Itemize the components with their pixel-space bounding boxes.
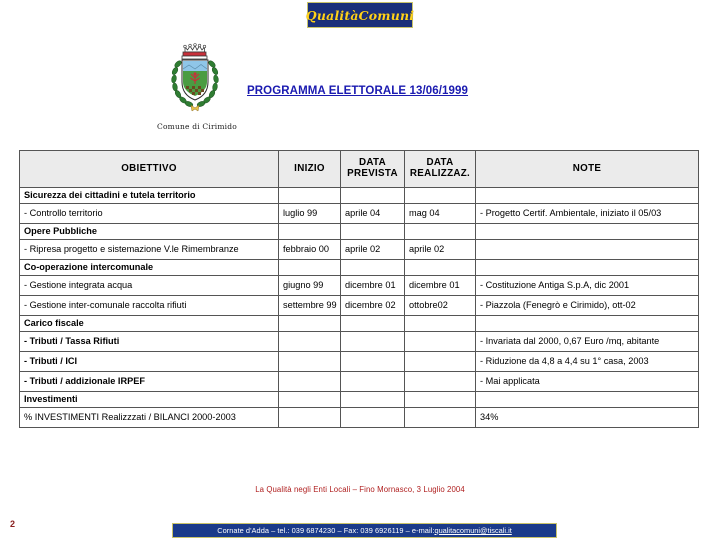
table-category-note-cell (476, 392, 699, 408)
column-header-obiettivo-line2: OBIETTIVO (121, 162, 177, 174)
table-category-inizio-cell (279, 392, 341, 408)
table-row (20, 408, 699, 428)
crest-caption: Comune di Cirimido (157, 122, 237, 131)
conference-footnote: La Qualità negli Enti Locali – Fino Mornasco, 3 Luglio 2004 (255, 485, 465, 494)
programma-elettorale-table (19, 150, 699, 428)
contact-footer-bar (172, 523, 557, 538)
table-cell-data-prevista: dicembre 02 (341, 296, 405, 316)
table-cell-data-realizzaz (405, 372, 476, 392)
table-cell-data-realizzaz (405, 332, 476, 352)
table-cell-data-prevista (341, 372, 405, 392)
table-category-note-cell (476, 224, 699, 240)
table-category-row (20, 224, 699, 240)
table-category-prevista-cell (341, 316, 405, 332)
table-cell-inizio (279, 332, 341, 352)
table-cell-obiettivo: - Gestione integrata acqua (20, 276, 279, 296)
table-category-note-cell (476, 316, 699, 332)
table-row (20, 240, 699, 260)
table-cell-obiettivo: - Ripresa progetto e sistemazione V.le Rimembranze (20, 240, 279, 260)
table-cell-note: - Riduzione da 4,8 a 4,4 su 1° casa, 2003 (476, 352, 699, 372)
table-header-row (20, 151, 699, 188)
table-cell-data-prevista: aprile 04 (341, 204, 405, 224)
column-header-data-realizzaz-line1: DATA (426, 157, 454, 169)
column-header-note (476, 151, 699, 188)
table-cell-note (476, 240, 699, 260)
table-cell-note: - Piazzola (Fenegrò e Cirimido), ott-02 (476, 296, 699, 316)
column-header-obiettivo (20, 151, 279, 188)
municipality-crest-block (133, 42, 261, 131)
table-cell-inizio: giugno 99 (279, 276, 341, 296)
table-category-row (20, 392, 699, 408)
table-row (20, 332, 699, 352)
table-cell-obiettivo: - Tributi / addizionale IRPEF (20, 372, 279, 392)
table-cell-data-prevista (341, 332, 405, 352)
table-category-note-cell (476, 260, 699, 276)
table-row (20, 204, 699, 224)
qualitacomuni-logo (307, 2, 413, 28)
table-category-prevista-cell (341, 224, 405, 240)
table-cell-inizio: febbraio 00 (279, 240, 341, 260)
table-cell-note: - Mai applicata (476, 372, 699, 392)
table-cell-inizio (279, 372, 341, 392)
table-cell-obiettivo: % INVESTIMENTI Realizzzati / BILANCI 2000-2003 (20, 408, 279, 428)
column-header-data-realizzaz (405, 151, 476, 188)
table-cell-inizio (279, 408, 341, 428)
column-header-data-prevista-line2: PREVISTA (347, 168, 398, 179)
table-cell-note: - Costituzione Antiga S.p.A, dic 2001 (476, 276, 699, 296)
column-header-note-line2: NOTE (572, 162, 602, 174)
table-category-realizzaz-cell (405, 224, 476, 240)
table-cell-data-realizzaz: ottobre02 (405, 296, 476, 316)
table-cell-note: - Invariata dal 2000, 0,67 Euro /mq, abitante (476, 332, 699, 352)
table-category-realizzaz-cell (405, 188, 476, 204)
table-row (20, 372, 699, 392)
table-category-label: Investimenti (20, 392, 279, 408)
table-cell-obiettivo: - Controllo territorio (20, 204, 279, 224)
table-cell-inizio: luglio 99 (279, 204, 341, 224)
table-cell-data-prevista: dicembre 01 (341, 276, 405, 296)
table-cell-obiettivo: - Tributi / Tassa Rifiuti (20, 332, 279, 352)
page-title: PROGRAMMA ELETTORALE 13/06/1999 (247, 85, 469, 97)
table-cell-data-realizzaz: aprile 02 (405, 240, 476, 260)
table-category-realizzaz-cell (405, 316, 476, 332)
table-cell-obiettivo: - Tributi / ICI (20, 352, 279, 372)
column-header-inizio-line2: INIZIO (294, 162, 325, 174)
table-category-label: Sicurezza dei cittadini e tutela territorio (20, 188, 279, 204)
table-header (20, 151, 699, 188)
table-category-row (20, 188, 699, 204)
table-cell-data-realizzaz: mag 04 (405, 204, 476, 224)
column-header-data-prevista (341, 151, 405, 188)
table-category-label: Co-operazione intercomunale (20, 260, 279, 276)
page-number: 2 (10, 519, 16, 529)
table-category-realizzaz-cell (405, 260, 476, 276)
table-category-inizio-cell (279, 224, 341, 240)
table-cell-inizio: settembre 99 (279, 296, 341, 316)
table-row (20, 352, 699, 372)
table-category-inizio-cell (279, 188, 341, 204)
table-category-prevista-cell (341, 392, 405, 408)
table-cell-note: - Progetto Certif. Ambientale, iniziato il 05/03 (476, 204, 699, 224)
table-cell-data-realizzaz: dicembre 01 (405, 276, 476, 296)
table-category-prevista-cell (341, 188, 405, 204)
column-header-inizio (279, 151, 341, 188)
table-row (20, 296, 699, 316)
table-category-label: Opere Pubbliche (20, 224, 279, 240)
table-category-row (20, 316, 699, 332)
column-header-data-realizzaz-line2: REALIZZAZ. (409, 168, 471, 179)
table-cell-data-realizzaz (405, 408, 476, 428)
table-category-row (20, 260, 699, 276)
column-header-data-prevista-line1: DATA (359, 157, 386, 169)
contact-email-link[interactable]: qualitacomuni@tiscali.it (434, 526, 512, 535)
contact-footer-text: Cornate d'Adda – tel.: 039 6874230 – Fax: 039 6926119 – e-mail: (217, 526, 435, 535)
table-row (20, 276, 699, 296)
table-cell-note: 34% (476, 408, 699, 428)
table-category-note-cell (476, 188, 699, 204)
coat-of-arms-icon (165, 42, 229, 116)
table-category-prevista-cell (341, 260, 405, 276)
logo-text: QualitàComuni (305, 7, 415, 23)
table-cell-obiettivo: - Gestione inter-comunale raccolta rifiuti (20, 296, 279, 316)
table-cell-inizio (279, 352, 341, 372)
table-body (20, 188, 699, 428)
table-cell-data-prevista (341, 408, 405, 428)
table-category-label: Carico fiscale (20, 316, 279, 332)
table-category-inizio-cell (279, 316, 341, 332)
table-cell-data-prevista: aprile 02 (341, 240, 405, 260)
table-category-realizzaz-cell (405, 392, 476, 408)
table-cell-data-prevista (341, 352, 405, 372)
table-cell-data-realizzaz (405, 352, 476, 372)
table-category-inizio-cell (279, 260, 341, 276)
